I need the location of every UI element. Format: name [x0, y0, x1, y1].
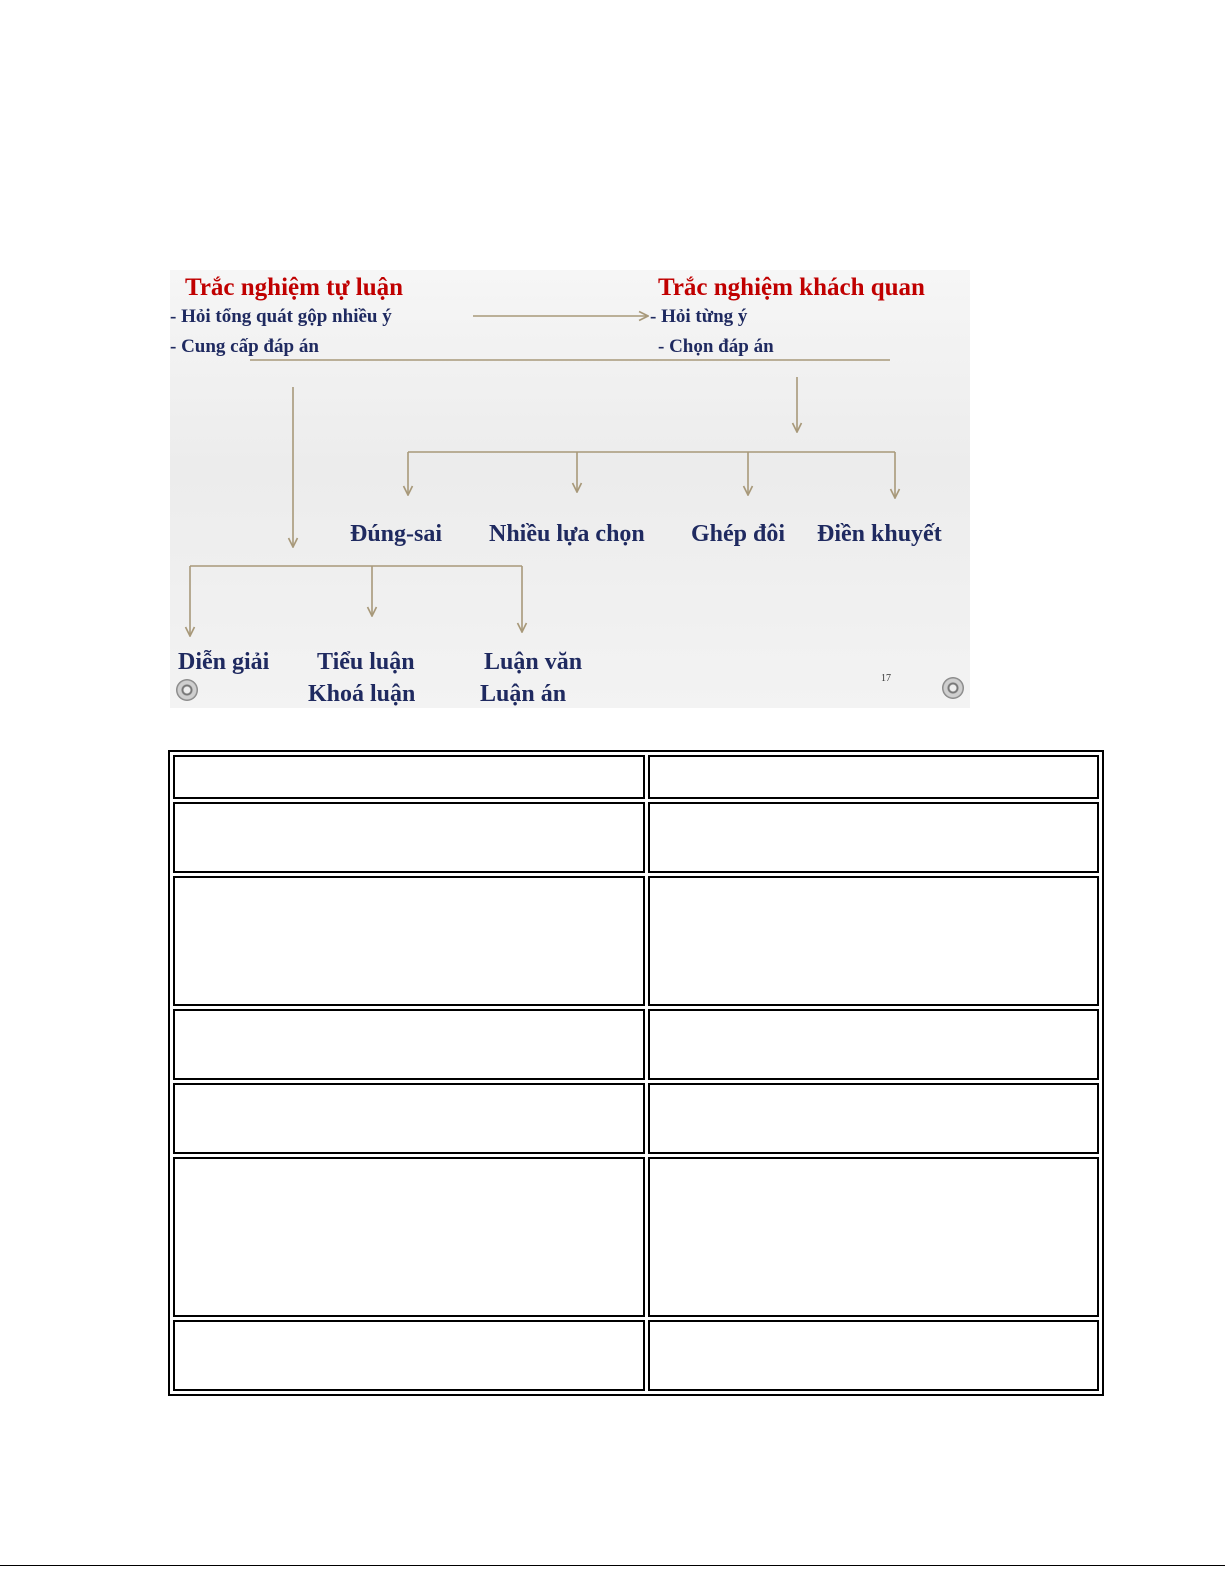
- type-dissertation: Luận án: [480, 681, 567, 707]
- table-cell: [648, 1009, 1099, 1080]
- table-cell: [173, 1320, 645, 1391]
- type-matching: Ghép đôi: [691, 521, 786, 547]
- page-bottom-rule: [0, 1565, 1225, 1566]
- table-cell: [648, 755, 1099, 799]
- table-row: [173, 1157, 1099, 1317]
- screw-left-icon: [176, 679, 198, 701]
- type-fill-blank: Điền khuyết: [817, 521, 942, 547]
- table-row: [173, 1320, 1099, 1391]
- table-cell: [648, 1320, 1099, 1391]
- essay-bullet-2: - Cung cấp đáp án: [170, 336, 319, 357]
- table-cell: [173, 802, 645, 873]
- table-cell: [648, 1083, 1099, 1154]
- diagram-slide: [170, 270, 970, 708]
- type-true-false: Đúng-sai: [350, 521, 443, 547]
- empty-table: [168, 750, 1104, 1396]
- objective-bullet-2: - Chọn đáp án: [658, 336, 774, 357]
- table-row: [173, 802, 1099, 873]
- type-thesis: Luận văn: [484, 649, 583, 675]
- essay-test-heading: Trắc nghiệm tự luận: [185, 274, 404, 301]
- screw-right-icon: [942, 677, 964, 699]
- objective-bullet-1: - Hỏi từng ý: [650, 306, 748, 327]
- table-cell: [173, 876, 645, 1006]
- table-cell: [648, 1157, 1099, 1317]
- table-cell: [648, 876, 1099, 1006]
- objective-test-heading: Trắc nghiệm khách quan: [658, 274, 925, 301]
- table-row: [173, 1083, 1099, 1154]
- table-cell: [648, 802, 1099, 873]
- essay-bullet-1: - Hỏi tổng quát gộp nhiều ý: [170, 306, 392, 327]
- type-multiple-choice: Nhiều lựa chọn: [489, 521, 645, 547]
- table-cell: [173, 1009, 645, 1080]
- table-cell: [173, 1157, 645, 1317]
- table-row: [173, 876, 1099, 1006]
- table-cell: [173, 755, 645, 799]
- type-dissertation-short: Khoá luận: [308, 681, 416, 707]
- table-cell: [173, 1083, 645, 1154]
- type-explanation: Diễn giải: [178, 649, 270, 675]
- type-essay: Tiểu luận: [317, 649, 415, 675]
- table-row: [173, 755, 1099, 799]
- table-row: [173, 1009, 1099, 1080]
- slide-page-number: 17: [881, 673, 891, 684]
